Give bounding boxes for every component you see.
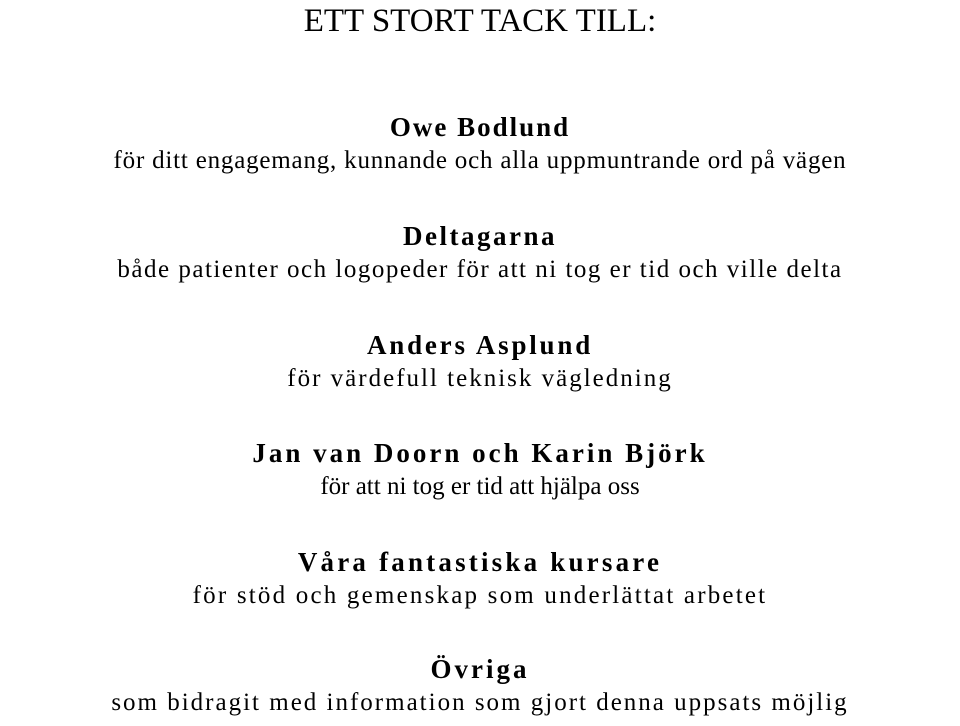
acknowledgement-entry xyxy=(0,652,960,720)
acknowledgement-entry xyxy=(0,328,960,396)
acknowledgement-reason: för att ni tog er tid att hjälpa oss xyxy=(320,473,640,500)
acknowledged-name: Owe Bodlund xyxy=(389,112,571,142)
acknowledgement-reason: för stöd och gemenskap som underlättat arbetet xyxy=(192,582,768,609)
acknowledgement-entry xyxy=(0,110,960,178)
acknowledged-name: Anders Asplund xyxy=(366,330,594,360)
acknowledgement-entry xyxy=(0,436,960,504)
acknowledged-name: Övriga xyxy=(430,654,530,684)
acknowledgement-reason: både patienter och logopeder för att ni tog er tid och ville delta xyxy=(117,256,843,283)
acknowledgement-entry xyxy=(0,219,960,287)
page-title: ETT STORT TACK TILL: xyxy=(303,3,657,39)
acknowledgement-reason: för värdefull teknisk vägledning xyxy=(287,365,673,392)
acknowledged-name: Våra fantastiska kursare xyxy=(297,547,663,577)
acknowledgement-reason: för ditt engagemang, kunnande och alla uppmuntrande ord på vägen xyxy=(113,147,847,174)
acknowledged-name: Jan van Doorn och Karin Björk xyxy=(252,438,708,468)
acknowledgement-entry xyxy=(0,545,960,613)
acknowledged-name: Deltagarna xyxy=(403,221,557,251)
acknowledgement-reason: som bidragit med information som gjort denna uppsats möjlig xyxy=(111,689,849,716)
